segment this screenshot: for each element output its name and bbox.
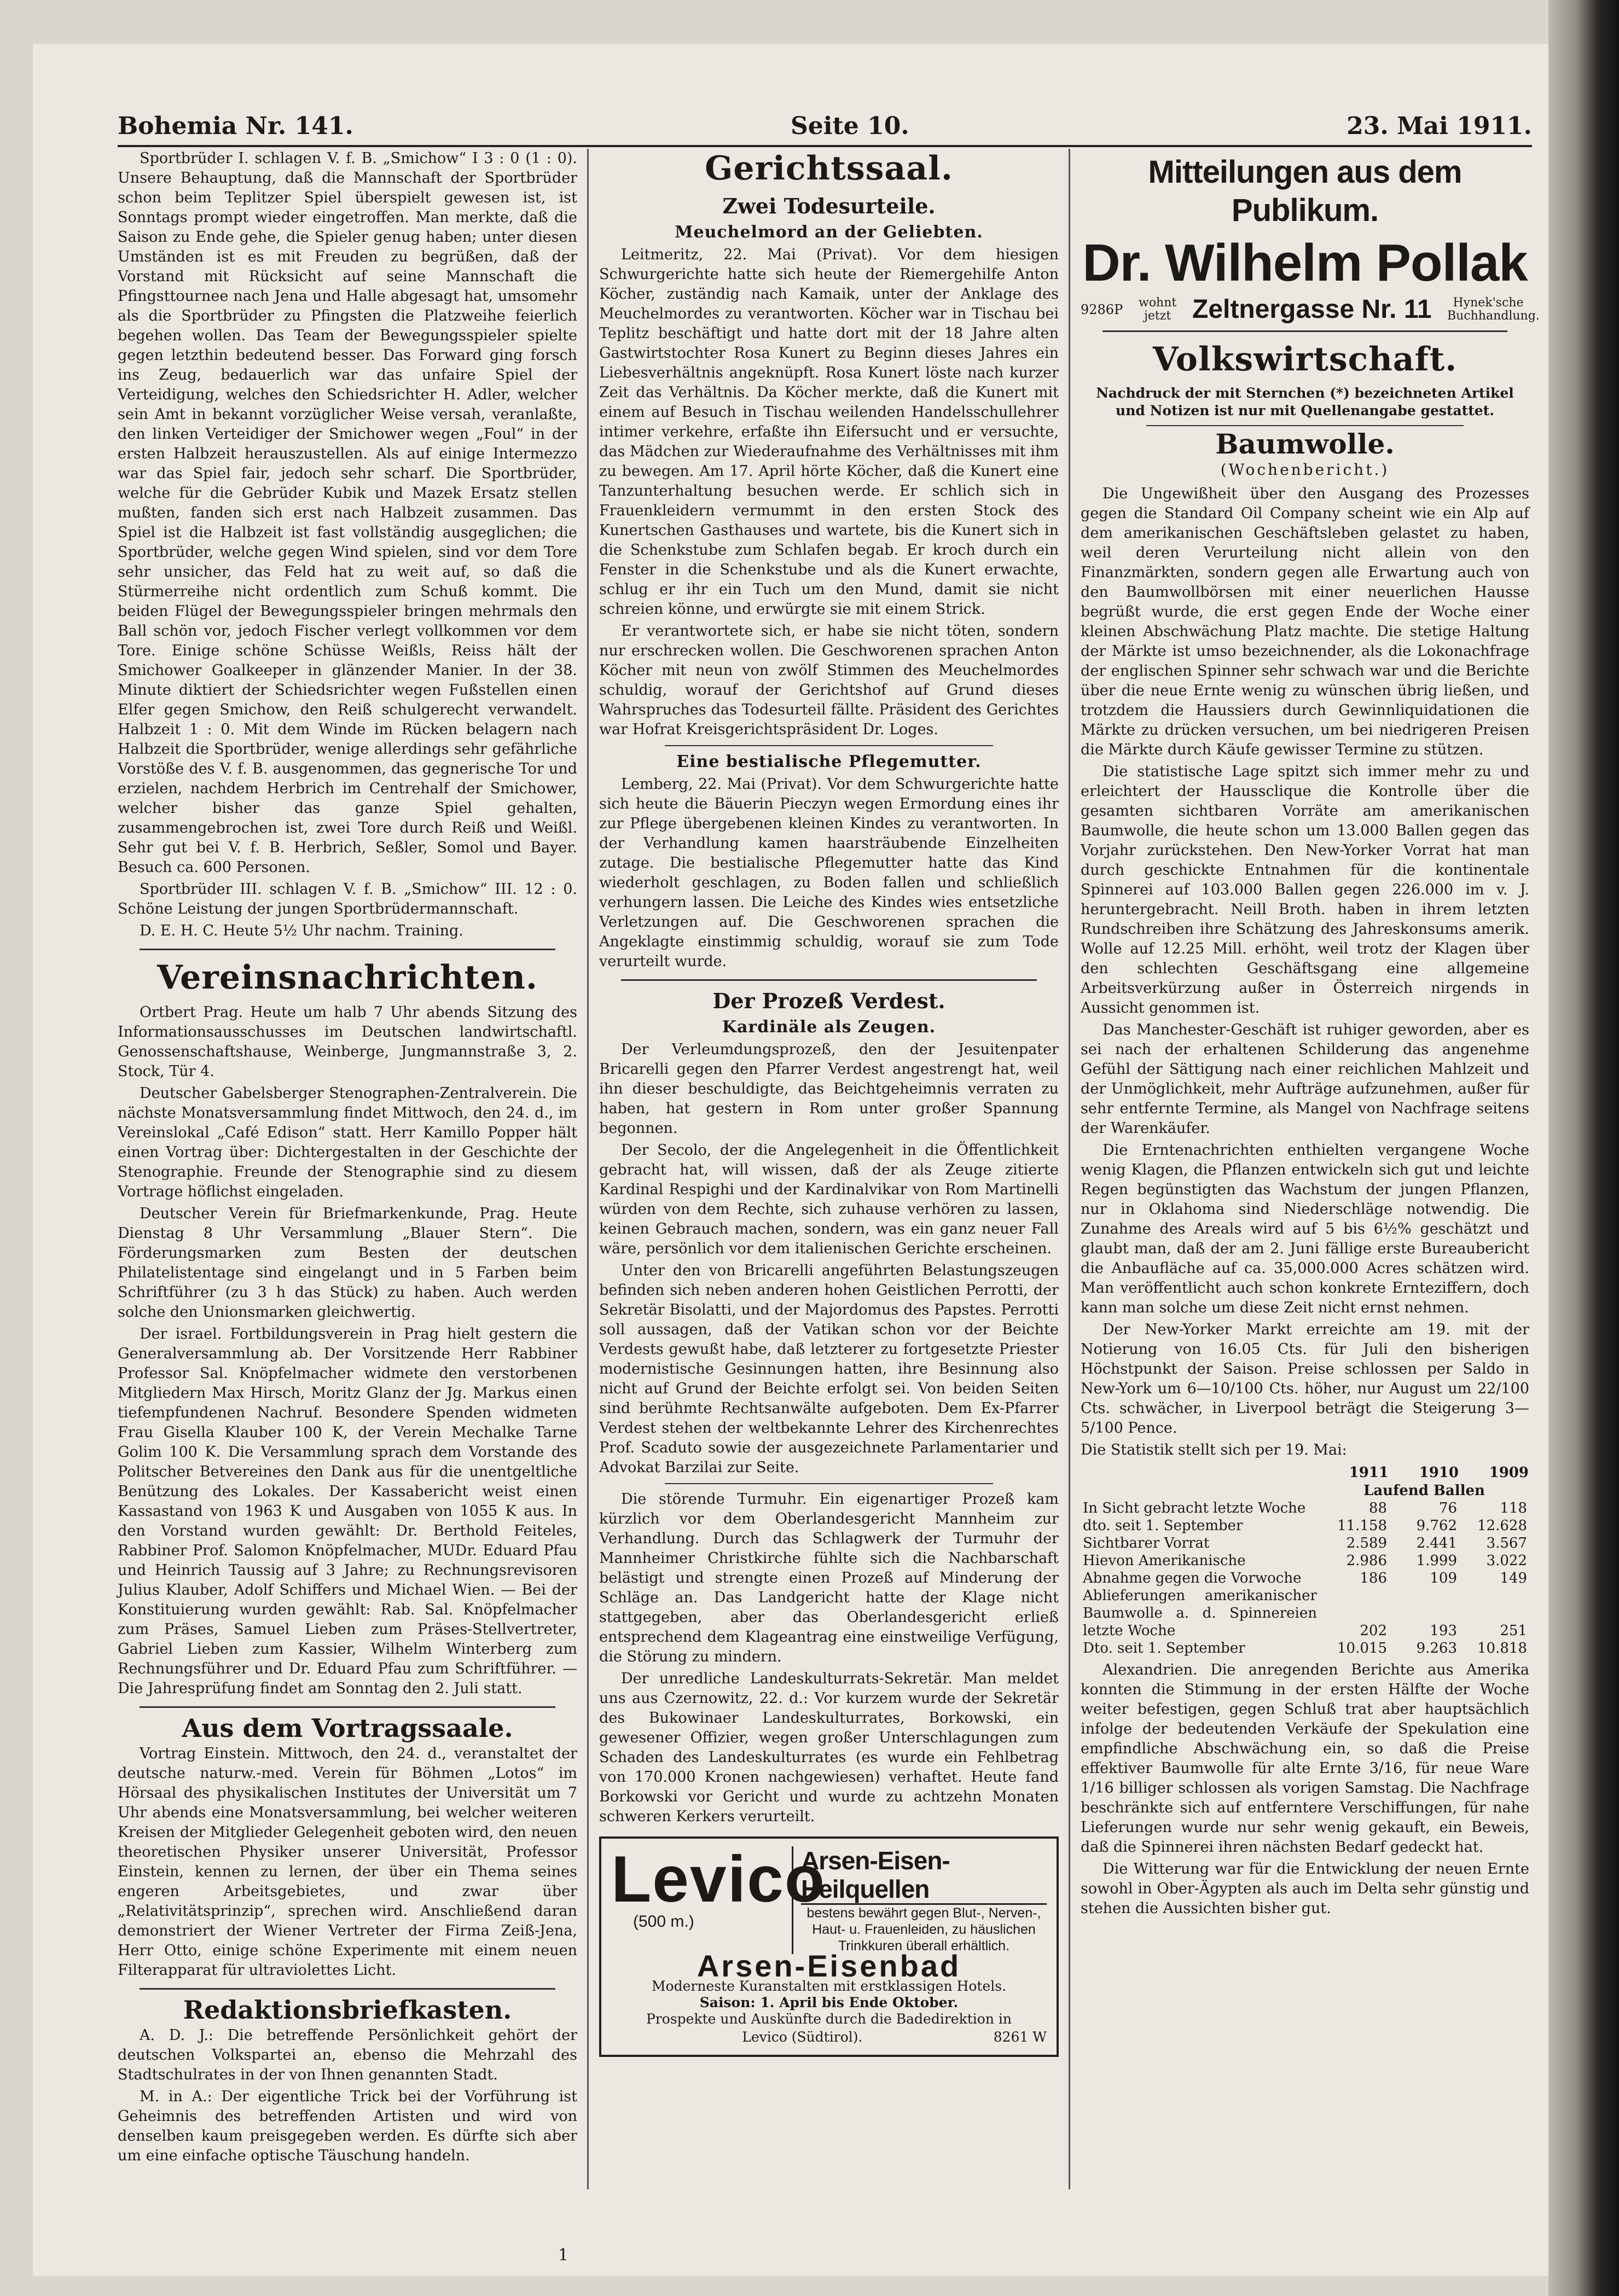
section-heading-gerichtssaal: Gerichtssaal. — [705, 149, 953, 188]
table-header-row — [1081, 1463, 1529, 1482]
cell-value: 76 — [1438, 1500, 1457, 1516]
article-verein-4: Der israel. Fortbildungsverein in Prag hielt gestern die Generalversammlung ab. Der Vorsitzende Herr Rabbiner Professor Sal. Knöpfelmacher widmete den verstorbenen Mitgliedern Max Hirsch, Moritz Glanz der Jg. Markus einen tiefempfundenen Nachruf. Besondere Spenden widmeten Frau Gisella Klauber 100 K, der Verein Mechalke Tarne Golim 100 K. Die Versammlung sprach dem Vorstande des Politscher Betvereines den Dank aus für die unentgeltliche Benützung des Lokales. Der Kassabericht weist einen Kassastand von 1963 K und Ausgaben von 1055 K aus. In den Vorstand wurden gewählt: Dr. Berthold Feiteles, Rabbiner Prof. Salomon Knöpfelmacher, MUDr. Eduard Pfau und Heinrich Taussig auf 3 Jahre; zu Rechnungsrevisoren Julius Klauber, Adolf Schiffers und Michael Wien. — Bei der Konstituierung wurden gewählt: Rab. Sal. Knöpfelmacher zum Präses, Samuel Lieben zum Präses-Stellvertreter, Gabriel Lieben zum Kassier, Wilhelm Winterberg zum Rechnungsführer und Dr. Eduard Pfau zum Schriftführer. — Die Jahresprüfung findet am Sonntag den 2. Juli statt. — [118, 1326, 577, 1697]
article-baumwolle-7: Die Witterung war für die Entwicklung der neuen Ernte sowohl in Ober-Ägypten als auch im Delta sehr günstig und stehen die Aussichten bisher gut. — [1081, 1861, 1529, 1917]
cell-value: 11.158 — [1337, 1518, 1387, 1534]
row-label: Ablieferungen amerikanischer Baumwolle a. d. Spinnereien letzte Woche — [1083, 1588, 1317, 1639]
cell-value: 12.628 — [1477, 1518, 1527, 1534]
cell-value: 9.263 — [1416, 1640, 1457, 1656]
column-right — [1081, 149, 1540, 1921]
cell-value: 2.589 — [1346, 1535, 1387, 1551]
headline-baumwolle: Baumwolle. — [1215, 428, 1395, 460]
column-rule-1 — [587, 149, 589, 2189]
reprint-note: Nachdruck der mit Sternchen (*) bezeichneten Artikel und Notizen ist nur mit Quellenangabe gestattet. — [1096, 385, 1514, 418]
column-middle — [599, 149, 1059, 2057]
cell-value: 88 — [1368, 1500, 1387, 1516]
notice-bookshop: Hynek'sche Buchhandlung. — [1447, 296, 1540, 323]
advertisement-levico — [599, 1836, 1059, 2057]
table-row — [1081, 1552, 1529, 1570]
table-row — [1081, 1517, 1529, 1534]
article-sport-1: Sportbrüder I. schlagen V. f. B. „Smichow“ I 3 : 0 (1 : 0). Unsere Behauptung, daß die Mannschaft der Sportbrüder schon beim Teplitzer Spiel überspielt gewesen ist, ist Sonntags prompt wieder eingetroffen. Man merkte, daß die Saison zu Ende gehe, die Spieler genug haben; unter diesen Umständen ist es mit Freuden zu begrüßen, daß der Vorstand mit Rücksicht auf seine Mannschaft die Pfingsttournee nach Jena und Halle abgesagt hat, umsomehr als die Sportbrüder zu Pfingsten die Platzweihe feierlich begehen wollen. Das Team der Bewegungsspieler spielte gegen letzthin bedeutend besser. Das Forward ging forsch ins Zeug, bedauerlich war das unfaire Spiel der Verteidigung, welches den Schiedsrichter H. Adler, welcher sein Amt in bekannt vorzüglicher Weise versah, veranlaßte, den linken Verteidiger der Smichower wegen „Foul“ in der ersten Halbzeit herauszustellen. Als auf einige Intermezzo war das Spiel fair, jedoch sehr scharf. Die Sportbrüder, welche für die Gebrüder Kubik und Mazek Ersatz stellen mußten, fanden sich erst nach Halbzeit zusammen. Das Spiel ist die Halbzeit ist fast vollständig ausgeglichen; die Sportbrüder, welche gegen Wind spielen, sind vor dem Tore sehr unsicher, das Feld hat zu weit auf, so daß die Stürmerreihe nicht ordentlich zum Schuß kommt. Die beiden Flügel der Bewegungsspieler bringen mehrmals den Ball schön vor, jedoch Fischer verlegt vollkommen vor dem Tore. Einige schöne Schüsse Weißls, Reiss hält der Smichower Goalkeeper in glänzender Manier. In der 38. Minute diktiert der Schiedsrichter wegen Fußstellen einen Elfer gegen Smichow, den Reiß schulgerecht verwandelt. Halbzeit 1 : 0. Mit dem Winde im Rücken belagern nach Halbzeit die Sportbrüder, wenige allerdings sehr gefährliche Vorstöße des V. f. B. ausgenommen, das gegnerische Tor und erzielen, nachdem Herbrich im Centrehalf der Smichower, welcher bisher das ganze Spiel gehalten, zusammengebrochen ist, zwei Tore durch Reiß und Weißl. Sehr gut bei V. f. B. Herbrich, Seßler, Somol und Bayer. Besuch ca. 600 Personen. — [118, 150, 577, 876]
article-sekretaer: Der unredliche Landeskulturrats-Sekretär. Man meldet uns aus Czernowitz, 22. d.: Vor kurzem wurde der Sekretär des Bukowinaer Landeskulturrates, Borkowski, ein gewesener Offizier, wegen großer Unterschlagungen zum Schaden des Landeskulturrates (es wurde ein Fehlbetrag von 170.000 Kronen nachgewiesen) verhaftet. Heute fand Borkowski vor Gericht und wurde zu achtzehn Monaten schweren Kerkers verurteilt. — [599, 1670, 1059, 1825]
table-row — [1081, 1534, 1529, 1552]
row-label: Abnahme gegen die Vorwoche — [1083, 1570, 1302, 1586]
row-label: Hievon Amerikanische — [1083, 1553, 1246, 1569]
column-header-year: 1911 — [1349, 1464, 1389, 1481]
cell-value: 3.567 — [1486, 1535, 1527, 1551]
article-meuchelmord-1: Leitmeritz, 22. Mai (Privat). Vor dem hiesigen Schwurgerichte hatte sich heute der Riemergehilfe Anton Köcher, zuständig nach Kamaik, unter der Anklage des Meuchelmordes zu verantworten. Köcher war in Tischau bei Teplitz beschäftigt und hatte dort mit der 18 Jahre alten Gastwirtstochter Rosa Kunert zu Beginn dieses Jahres ein Liebesverhältnis angeknüpft. Rosa Kunert löste nach kurzer Zeit das Verhältnis. Da Köcher merkte, daß die Kunert mit einem auf Besuch in Tischau weilenden Handelsschullehrer intimer verkehre, erfaßte ihn Eifersucht und er versuchte, das Mädchen zur Wiederaufnahme des Verhältnisses mit ihm zu bewegen. Am 17. April hörte Köcher, daß die Kunert eine Tanzunterhaltung besuchen werde. Er schlich sich in Frauenkleidern vermummt in den ersten Stock des Kunertschen Gasthauses und wartete, bis die Kunert sich in die Schenkstube zum Schlafen begab. Er kroch durch ein Fenster in die Schenkstube und als die Kunert erwachte, schlug er ihr ein Tuch um den Mund, damit sie nicht schreien könne, und erwürgte sie mit einem Strick. — [599, 246, 1059, 618]
column-header-year: 1910 — [1419, 1464, 1459, 1481]
article-prozess-3: Unter den von Bricarelli angeführten Belastungszeugen befinden sich neben anderen hohen Geistlichen Perrotti, der Sekretär Bisolatti, und der Majordomus des Papstes. Perrotti soll aussagen, daß der Vatikan schon vor der Beichte Verdests gewußt habe, daß letzterer zu fortgesetzte Priester modernistische Gesinnungen hatten, ihre Besinnung also nicht auf Grund der Beichte erfolgt sei. Von beiden Seiten sind berühmte Rechtsanwälte aufgeboten. Dem Ex-Pfarrer Verdest stehen der weltbekannte Lehrer des Kirchenrechtes Prof. Scaduto sowie der ausgezeichnete Parlamentarier und Advokat Barzilai zur Seite. — [599, 1262, 1059, 1476]
column-left — [118, 149, 577, 2168]
section-heading-redaktionsbriefkasten: Redaktionsbriefkasten. — [183, 1995, 512, 2025]
table-row — [1081, 1640, 1529, 1657]
cell-value: 2.441 — [1416, 1535, 1457, 1551]
cell-value: 10.015 — [1337, 1640, 1387, 1656]
notice-wohnt: wohnt jetzt — [1138, 296, 1177, 323]
article-sport-3: D. E. H. C. Heute 5½ Uhr nachm. Training. — [140, 922, 463, 939]
article-baumwolle-4: Die Erntenachrichten enthielten vergangene Woche wenig Klagen, die Pflanzen entwickeln sich gut und leichte Regen begünstigten das Wachstum der jungen Pflanzen, nur in Oklahoma sind Niederschläge notwendig. Die Zunahme des Areals wird auf 5 bis 6½% geschätzt und glaubt man, daß der am 2. Juni fällige erste Bureaubericht die Anbaufläche auf ca. 35,000.000 Acres schätzen wird. Man veröffentlicht auch schon konkrete Ernteziffern, doch kann man solche um diese Zeit nicht ernst nehmen. — [1081, 1142, 1529, 1316]
divider — [621, 979, 1037, 981]
cell-value: 109 — [1430, 1570, 1457, 1586]
article-sport-2: Sportbrüder III. schlagen V. f. B. „Smichow“ III. 12 : 0. Schöne Leistung der jungen Sportbrüdermannschaft. — [118, 881, 577, 917]
ad-bath-title: Arsen-Eisenbad — [697, 1949, 961, 1983]
article-verein-1: Ortbert Prag. Heute um halb 7 Uhr abends Sitzung des Informationsausschusses im Deutschen landwirtschaftl. Genossenschaftshause, Weinberge, Jungmannstraße 3, 2. Stock, Tür 4. — [118, 1004, 577, 1080]
article-baumwolle-2: Die statistische Lage spitzt sich immer mehr zu und erleichtert der Haussclique die Kontrolle über die gesamten sichtbaren Vorräte am amerikanischen Baumwolle, die heute schon um 13.000 Ballen gegen das Vorjahr zurückstehen. Den New-Yorker Vorrat hat man durch geschickte Entnahmen für die kontinentale Spinnerei auf 103.000 Ballen gegen 226.000 im v. J. heruntergebracht. Neill Broth. haben in ihrem letzten Rundschreiben ihre Schätzung des Jahreskonsums amerik. Wolle auf 12.25 Mill. erhöht, weil trotz der Klagen über den schlechten Geschäftsgang eine allgemeine Arbeitsverkürzung außer in Österreich nirgends in Aussicht genommen ist. — [1081, 763, 1529, 1016]
header-paper-issue: Bohemia Nr. 141. — [118, 112, 353, 140]
table-row — [1081, 1587, 1529, 1640]
ad-season: Saison: 1. April bis Ende Oktober. — [699, 1995, 959, 2010]
notice-pollak-address — [1081, 295, 1540, 324]
ad-altitude: (500 m.) — [633, 1913, 694, 1931]
article-prozess-2: Der Secolo, der die Angelegenheit in die Öffentlichkeit gebracht hat, will wissen, daß der als Zeuge zitierte Kardinal Respighi und der Kardinalvikar von Rom Martinelli würden von dem Rechte, sich zuhause verhören zu lassen, keinen Gebrauch machen, sondern, was ein ganz neuer Fall wäre, persönlich vor dem italienischen Gerichte erscheinen. — [599, 1142, 1059, 1257]
cell-value: 186 — [1360, 1570, 1387, 1586]
table-row — [1081, 1570, 1529, 1587]
article-pflegemutter: Lemberg, 22. Mai (Privat). Vor dem Schwurgerichte hatte sich heute die Bäuerin Pieczyn wegen Ermordung eines ihr zur Pflege übergebenen kleinen Kindes zu verantworten. In der Verhandlung kamen haarsträubende Einzelheiten zutage. Die bestialische Pflegemutter hatte das Kind wiederholt geschlagen, zu Boden fallen und schließlich verhungern lassen. Die Leiche des Kindes wies entsetzliche Verletzungen auf. Die Geschworenen sprachen die Angeklagte einstimmig schuldig, worauf sie zum Tode verurteilt wurde. — [599, 776, 1059, 970]
divider — [1146, 425, 1464, 426]
cell-value: 251 — [1500, 1623, 1527, 1639]
subheading-todesurteile: Zwei Todesurteile. — [722, 194, 936, 218]
divider — [665, 745, 993, 746]
notice-code: 9286P — [1081, 302, 1123, 317]
article-turmuhr: Die störende Turmuhr. Ein eigenartiger Prozeß kam kürzlich vor dem Oberlandesgericht Mannheim zur Verhandlung. Durch das Schlagwerk der Turmuhr der Mannheimer Christkirche fühlte sich die Nachbarschaft belästigt und strengte einen Prozeß auf Minderung der Schläge an. Das Landgericht hatte der Klage nicht stattgegeben, aber das Oberlandesgericht erließ entsprechend dem Klageantrag eine einstweilige Verfügung, die Störung zu mindern. — [599, 1491, 1059, 1665]
row-label: Sichtbarer Vorrat — [1083, 1535, 1210, 1551]
cell-value: 193 — [1430, 1623, 1457, 1639]
column-rule-2 — [1069, 149, 1070, 2189]
page-header — [118, 112, 1532, 147]
cotton-statistics-table — [1081, 1463, 1529, 1657]
column-header-year: 1909 — [1489, 1464, 1529, 1481]
row-label: Dto. seit 1. September — [1083, 1640, 1245, 1656]
article-prozess-1: Der Verleumdungsprozeß, den der Jesuitenpater Bricarelli gegen den Pfarrer Verdest angestrengt hat, weil ihn dieser beschuldigte, das Beichtgeheimnis verraten zu haben, hat gestern in Rom unter großer Spannung begonnen. — [599, 1041, 1059, 1137]
cell-value: 1.999 — [1416, 1553, 1457, 1569]
article-baumwolle-3: Das Manchester-Geschäft ist ruhiger geworden, aber es sei nach der erhaltenen Schilderung das angenehme Gefühl der Sättigung nach einer reichlichen Mahlzeit und der Unmöglichkeit, mehr Aufträge aufzunehmen, außer für sehr entfernte Termine, als Mangel von Nachfrage seitens der Warenkäufer. — [1081, 1021, 1529, 1137]
article-brief-1: A. D. J.: Die betreffende Persönlichkeit gehört der deutschen Volkspartei an, ebenso die Mehrzahl des Stadtschulrates in der von Ihnen genannten Stadt. — [118, 2027, 577, 2083]
ad-body: bestens bewährt gegen Blut-, Nerven-, Haut- u. Frauenleiden, zu häuslichen Trinkkuren überall erhältlich. — [806, 1905, 1041, 1954]
unit-label: Laufend Ballen — [1363, 1483, 1485, 1499]
article-baumwolle-1: Die Ungewißheit über den Ausgang des Prozesses gegen die Standard Oil Company scheint wie ein Alp auf dem amerikanischen Geschäftsleben gelastet zu haben, weil deren Verurteilung nicht allein von den Finanzmärkten, sondern gegen alle Erwartung auch von den Baumwollbörsen mit einer neuerlichen Hausse begrüßt wurde, die erst gegen Ende der Woche einer kleinen Abschwächung Platz machte. Die stetige Haltung der Märkte ist umso bezeichnender, als die Lokonachfrage der englischen Spinner sehr schwach war und die Berichte über die neue Ernte wenig zu wünschen übrig ließen, und trotzdem die Haussiers durch Gewinnliquidationen die Märkte zu drücken versuchen, um bei niedrigeren Preisen die Märkte durch Käufe gewisser Termine zu stützen. — [1081, 485, 1529, 758]
statistics-intro: Die Statistik stellt sich per 19. Mai: — [1081, 1441, 1347, 1458]
divider — [140, 949, 555, 950]
page-footer-mark: 1 — [558, 2246, 569, 2265]
divider — [140, 1988, 555, 1990]
header-page-number: Seite 10. — [791, 112, 909, 140]
notice-street: Zeltnergasse Nr. 11 — [1192, 295, 1432, 324]
cell-value: 202 — [1360, 1623, 1387, 1639]
headline-meuchelmord: Meuchelmord an der Geliebten. — [675, 223, 983, 242]
article-brief-2: M. in A.: Der eigentliche Trick bei der Vorführung ist Geheimnis des betreffenden Artisten und wird von denselben kaum preisgegeben werden. Es dürfte sich aber um eine einfache optische Täuschung handeln. — [118, 2088, 577, 2164]
article-vortrag-einstein: Vortrag Einstein. Mittwoch, den 24. d., veranstaltet der deutsche naturw.-med. Verein für Böhmen „Lotos“ im Hörsaal des physikalischen Institutes der Universität um 7 Uhr abends eine Monatsversammlung, bei welcher weiteren Kreisen der Mitglieder Gelegenheit geboten wird, den neuen theoretischen Physiker unserer Universität, Professor Einstein, kennen zu lernen, der über ein Thema seines engeren Arbeitsgebietes, und zwar über „Relativitätsprinzip“, sprechen wird. Anschließend daran demonstriert der Wiener Vertreter der Firma Zeiß-Jena, Herr Otto, einige schöne Experimente mit einem neuen Filterapparat für ultraviolettes Licht. — [118, 1745, 577, 1979]
table-row — [1081, 1499, 1529, 1517]
ad-brand-name: Levico — [611, 1842, 826, 1916]
notice-pollak-name: Dr. Wilhelm Pollak — [1082, 234, 1528, 292]
cell-value: 2.986 — [1346, 1553, 1387, 1569]
divider — [665, 1483, 993, 1484]
cell-value: 149 — [1500, 1570, 1527, 1586]
article-meuchelmord-2: Er verantwortete sich, er habe sie nicht töten, sondern nur erschrecken wollen. Die Geschworenen sprachen Anton Köcher mit neun von zwölf Stimmen des Meuchelmordes schuldig, worauf der Gerichtshof auf Grund dieses Wahrspruches das Todesurteil fällte. Präsident des Gerichtes war Hofrat Kreisgerichtspräsident Dr. Loges. — [599, 623, 1059, 738]
section-heading-publikum: Mitteilungen aus dem Publikum. — [1148, 154, 1462, 228]
cell-value: 3.022 — [1486, 1553, 1527, 1569]
subheadline-kardinaele: Kardinäle als Zeugen. — [722, 1018, 936, 1037]
article-verein-2: Deutscher Gabelsberger Stenographen-Zentralverein. Die nächste Monatsversammlung findet Mittwoch, den 24. d., im Vereinslokal „Café Edison“ statt. Herr Kamillo Popper hält einen Vortrag über: Dichtergestalten in der Geschichte der Stenographie. Freunde der Stenographie sind zu diesem Vortrage höflichst eingeladen. — [118, 1085, 577, 1200]
ad-hotels: Moderneste Kuranstalten mit erstklassigen Hotels. — [651, 1978, 1007, 1994]
ad-location: Levico (Südtirol). — [742, 2029, 863, 2045]
section-heading-vereinsnachrichten: Vereinsnachrichten. — [157, 958, 538, 997]
ad-code: 8261 W — [993, 2029, 1047, 2045]
ad-prospectus: Prospekte und Auskünfte durch die Badedirektion in — [646, 2011, 1012, 2027]
cell-value: 118 — [1500, 1500, 1527, 1516]
cell-value: 10.818 — [1477, 1640, 1527, 1656]
headline-prozess-verdest: Der Prozeß Verdest. — [712, 989, 945, 1013]
article-baumwolle-5: Der New-Yorker Markt erreichte am 19. mit der Notierung von 16.05 Cts. für Juli den bisherigen Höchstpunkt der Saison. Preise schlossen per Saldo in New-York um 6—10/100 Cts. höher, nur August um 22/100 Cts. schwächer, in Liverpool beträgt die Steigerung 3—5/100 Pence. — [1081, 1321, 1529, 1437]
divider — [1102, 330, 1507, 332]
subtitle-wochenbericht: (Wochenbericht.) — [1220, 461, 1390, 479]
cell-value: 9.762 — [1416, 1518, 1457, 1534]
article-verein-3: Deutscher Verein für Briefmarkenkunde, Prag. Heute Dienstag 8 Uhr Versammlung „Blauer Stern“. Die Förderungsmarken zum Besten der deutschen Philatelistentage sind eingelangt und in 5 Farben beim Schriftführer (zu 3 h das Stück) zu haben. Auch werden solche den Unionsmarken gleichwertig. — [118, 1205, 577, 1321]
page-edge-shadow — [1548, 0, 1619, 2296]
ad-headline: Arsen-Eisen-Heilquellen — [801, 1846, 1047, 1905]
article-baumwolle-6: Alexandrien. Die anregenden Berichte aus Amerika konnten die Stimmung in der ersten Hälfte der Woche weiter befestigen, gegen Schluß trat aber hauptsächlich infolge der bedeutenden Verkäufe der Spekulation eine empfindliche Abschwächung ein, so daß die Preise effektiver Baumwolle für alte Ernte 3/16, für neue Ware 1/16 billiger schlossen als vorigen Samstag. Die Nachfrage beschränkte sich auf entferntere Verschiffungen, für nahe Lieferungen wurde nur sehr wenig gekauft, ein Beweis, daß die Spinnerei ihren nächsten Bedarf gedeckt hat. — [1081, 1661, 1529, 1856]
table-unit-row — [1081, 1482, 1529, 1499]
divider — [140, 1706, 555, 1708]
row-label: dto. seit 1. September — [1083, 1518, 1243, 1534]
section-heading-vortragssaal: Aus dem Vortragssaale. — [182, 1713, 513, 1743]
headline-pflegemutter: Eine bestialische Pflegemutter. — [676, 752, 982, 771]
row-label: In Sicht gebracht letzte Woche — [1083, 1500, 1306, 1516]
section-heading-volkswirtschaft: Volkswirtschaft. — [1152, 340, 1458, 379]
header-date: 23. Mai 1911. — [1347, 112, 1532, 140]
